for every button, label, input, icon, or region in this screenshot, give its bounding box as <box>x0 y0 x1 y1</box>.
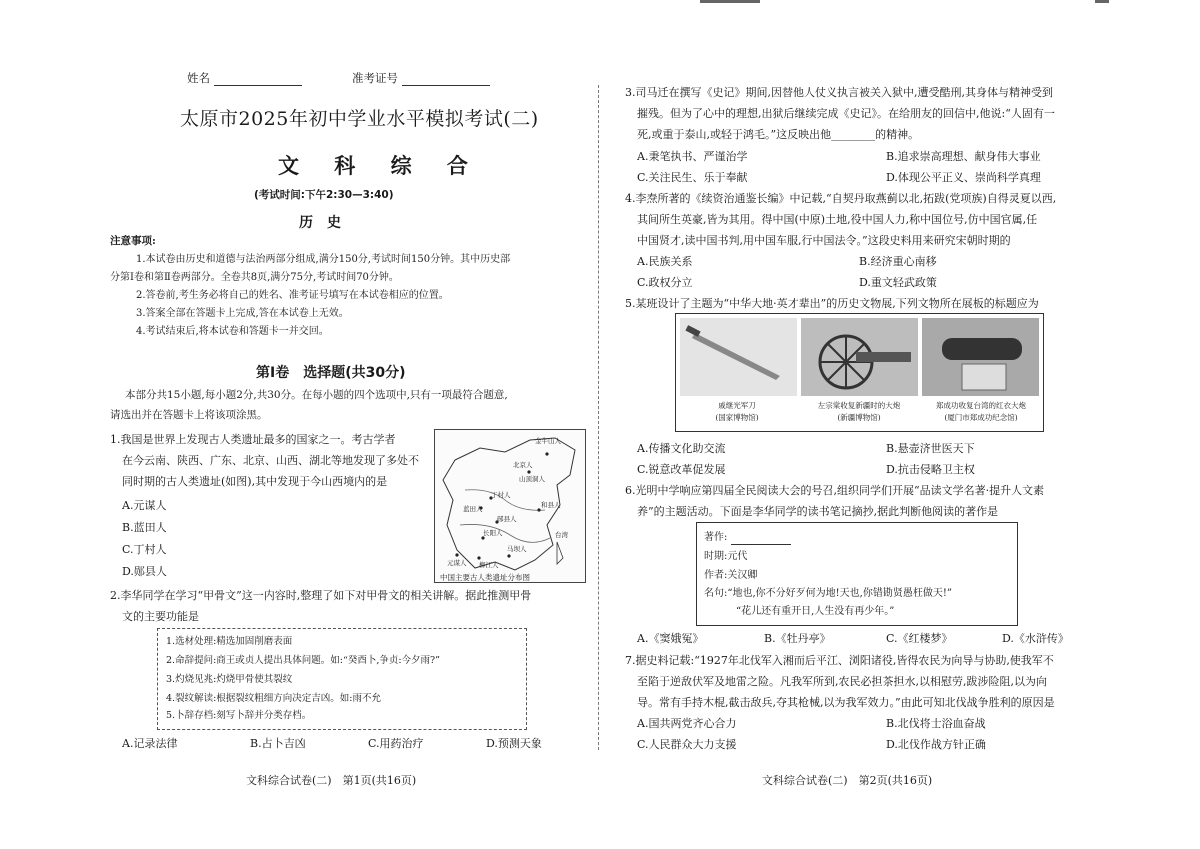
q7-stem-line: 导。常有手持木棍,截击敌兵,夺其枪械,以为我军效力。”由此可知北伐战争胜利的原因是 <box>637 696 1055 709</box>
q5-option-a[interactable]: A.传播文化助交流 <box>637 442 726 455</box>
q7-stem-line: 7.据史料记载:“1927年北伐军入湘而后平江、浏阳诸役,皆得农民为向导与协助,使我军不 <box>625 654 1054 667</box>
q1-option-c[interactable]: C.丁村人 <box>122 543 167 556</box>
box-line: 1.选材处理:精选加固削磨表面 <box>166 636 293 647</box>
notice-line: 4.考试结束后,将本试卷和答题卡一并交回。 <box>136 326 329 337</box>
q2-stem-line: 文的主要功能是 <box>122 610 199 623</box>
map-label: 山顶洞人 <box>519 475 545 483</box>
q6-option-d[interactable]: D.《水浒传》 <box>1002 632 1069 645</box>
map-label: 马坝人 <box>507 545 527 553</box>
q1-option-d[interactable]: D.郧县人 <box>122 565 167 578</box>
box-line: 5.卜辞存档:刻写卜辞并分类存档。 <box>166 710 312 721</box>
part-intro-line: 请选出并在答题卡上将该项涂黑。 <box>110 409 268 421</box>
q1-option-b[interactable]: B.蓝田人 <box>122 521 167 534</box>
q4-stem-line: 其间所生英豪,皆为其用。得中国(中原)土地,役中国人力,称中国位号,仿中国官属,任 <box>637 213 1038 226</box>
q4-option-d[interactable]: D.重文轻武政策 <box>859 276 937 289</box>
notice-line: 3.答案全部在答题卡上完成,答在本试卷上无效。 <box>136 308 349 319</box>
q3-option-b[interactable]: B.追求崇高理想、献身伟大事业 <box>886 150 1041 163</box>
artifact-caption: 郑成功收复台湾的红衣大炮 (厦门市郑成功纪念馆) <box>936 401 1026 422</box>
q3-option-c[interactable]: C.关注民生、乐于奉献 <box>637 171 748 184</box>
map-label: 柳江人 <box>479 561 499 569</box>
ancient-sites-map <box>434 429 586 583</box>
q4-option-c[interactable]: C.政权分立 <box>637 276 693 289</box>
name-field[interactable] <box>187 70 302 86</box>
q3-stem-line: 3.司马迁在撰写《史记》期间,因替他人仗义执言被关入狱中,遭受酷刑,其身体与精神受到 <box>625 86 1053 99</box>
q5-option-c[interactable]: C.锐意改革促发展 <box>637 463 726 476</box>
note-work: 著作: <box>704 530 791 545</box>
name-label: 姓名 <box>187 71 210 85</box>
exam-id-blank[interactable] <box>402 73 490 86</box>
page-footer: 文科综合试卷(二) 第1页(共16页) <box>246 774 417 787</box>
q5-option-d[interactable]: D.抗击侵略卫主权 <box>886 463 975 476</box>
box-line: 4.裂纹解读:根据裂纹粗细方向决定吉凶。如:雨不允 <box>166 693 381 704</box>
q3-option-d[interactable]: D.体现公平正义、崇尚科学真理 <box>886 171 1041 184</box>
q3-stem-line: 死,或重于泰山,或轻于鸿毛。”这反映出他________的精神。 <box>637 128 920 141</box>
q4-option-b[interactable]: B.经济重心南移 <box>859 255 937 268</box>
part-title: 第Ⅰ卷 选择题(共30分) <box>256 365 406 381</box>
q1-option-a[interactable]: A.元谋人 <box>122 499 167 512</box>
q6-stem-line: 6.光明中学响应第四届全民阅读大会的号召,组织同学们开展“品读文学名著·提升人文素 <box>625 484 1045 497</box>
page-footer: 文科综合试卷(二) 第2页(共16页) <box>762 774 933 787</box>
q2-stem-line: 2.李华同学在学习“甲骨文”这一内容时,整理了如下对甲骨文的相关讲解。据此推测甲骨 <box>110 589 532 602</box>
q1-stem-line: 在今云南、陕西、广东、北京、山西、湖北等地发现了多处不 <box>122 454 419 467</box>
q2-option-b[interactable]: B.占卜吉凶 <box>250 737 306 750</box>
q7-option-a[interactable]: A.国共两党齐心合力 <box>637 717 737 730</box>
map-label: 蓝田人 <box>463 505 483 513</box>
q7-option-d[interactable]: D.北伐作战方针正确 <box>886 738 986 751</box>
q2-option-d[interactable]: D.预测天象 <box>486 737 542 750</box>
name-blank[interactable] <box>214 73 302 86</box>
q4-stem-line: 中国贤才,读中国书判,用中国车服,行中国法令。”这段史料用来研究宋朝时期的 <box>637 234 1011 247</box>
q1-stem-line: 1.我国是世界上发现古人类遗址最多的国家之一。考古学者 <box>110 433 396 446</box>
right-page-lower <box>600 0 1200 849</box>
notice-line: 2.答卷前,考生务必将自己的姓名、准考证号填写在本试卷相应的位置。 <box>136 290 449 301</box>
note-quote: 名句:“地也,你不分好歹何为地!天也,你错勘贤愚枉做天!” <box>704 588 952 599</box>
note-period: 时期:元代 <box>704 551 748 562</box>
box-line: 3.灼烧见兆:灼烧甲骨使其裂纹 <box>166 674 293 685</box>
note-author: 作者:关汉卿 <box>704 570 758 581</box>
map-label: 丁村人 <box>491 491 511 499</box>
q7-option-c[interactable]: C.人民群众大力支援 <box>637 738 737 751</box>
notice-line: 分第Ⅰ卷和第Ⅱ卷两部分。全卷共8页,满分75分,考试时间70分钟。 <box>110 272 399 283</box>
part-intro-line: 本部分共15小题,每小题2分,共30分。在每小题的四个选项中,只有一项最符合题意, <box>125 389 508 401</box>
subject-title: 文 科 综 合 <box>278 153 482 178</box>
q6-option-a[interactable]: A.《窦娥冤》 <box>637 632 704 645</box>
map-label: 长阳人 <box>483 529 503 537</box>
map-label: 元谋人 <box>447 559 467 567</box>
map-label: 北京人 <box>513 461 533 469</box>
map-label: 台湾 <box>555 531 568 539</box>
q4-option-a[interactable]: A.民族关系 <box>637 255 693 268</box>
notice-heading: 注意事项: <box>110 235 156 247</box>
artifact-caption: 戚继光军刀 (国家博物馆) <box>715 401 759 422</box>
q3-stem-line: 摧残。但为了心中的理想,出狱后继续完成《史记》。在给朋友的回信中,他说:“人固有一 <box>637 107 1055 120</box>
q1-stem-line: 同时期的古人类遗址(如图),其中发现于今山西境内的是 <box>122 475 388 488</box>
q6-option-c[interactable]: C.《红楼梦》 <box>886 632 953 645</box>
q7-option-b[interactable]: B.北伐将士浴血奋战 <box>886 717 986 730</box>
q6-stem-line: 养”的主题活动。下面是李华同学的读书笔记摘抄,据此判断他阅读的著作是 <box>637 505 999 518</box>
exam-id-field[interactable] <box>352 70 490 86</box>
q3-option-a[interactable]: A.秉笔执书、严谨治学 <box>637 150 748 163</box>
map-caption: 中国主要古人类遗址分布图 <box>440 573 530 582</box>
notice-line: 1.本试卷由历史和道德与法治两部分组成,满分150分,考试时间150分钟。其中历史部 <box>136 254 511 265</box>
map-label: 郧县人 <box>497 515 517 523</box>
q5-option-b[interactable]: B.悬壶济世医天下 <box>886 442 975 455</box>
exam-id-label: 准考证号 <box>352 71 398 85</box>
map-label: 和县人 <box>541 501 561 509</box>
exam-title: 太原市2025年初中学业水平模拟考试(二) <box>180 108 539 130</box>
work-blank <box>731 532 791 545</box>
map-label: 金牛山人 <box>535 437 561 445</box>
artifact-caption: 左宗棠收复新疆时的大炮 (新疆博物馆) <box>817 401 901 422</box>
section-title: 历 史 <box>299 215 341 231</box>
q7-stem-line: 至陷于逆敌伏军及地雷之险。凡我军所到,农民必担茶担水,以相慰劳,跋涉险阻,以为向 <box>637 675 1047 688</box>
exam-time: (考试时间:下午2:30—3:40) <box>254 189 394 201</box>
q4-stem-line: 4.李焘所著的《续资治通鉴长编》中记载,“自契丹取燕蓟以北,拓跋(党项族)自得灵夏以西, <box>625 192 1057 205</box>
q6-option-b[interactable]: B.《牡丹亭》 <box>764 632 831 645</box>
q2-option-c[interactable]: C.用药治疗 <box>368 737 424 750</box>
q5-stem-line: 5.某班设计了主题为“中华大地·英才辈出”的历史文物展,下列文物所在展板的标题应为 <box>625 297 1039 310</box>
q2-option-a[interactable]: A.记录法律 <box>122 737 178 750</box>
note-quote: “花儿还有重开日,人生没有再少年。” <box>736 606 895 617</box>
box-line: 2.命辞提问:商王或贞人提出具体问题。如:“癸酉卜,争贞:今夕雨?” <box>166 655 440 666</box>
